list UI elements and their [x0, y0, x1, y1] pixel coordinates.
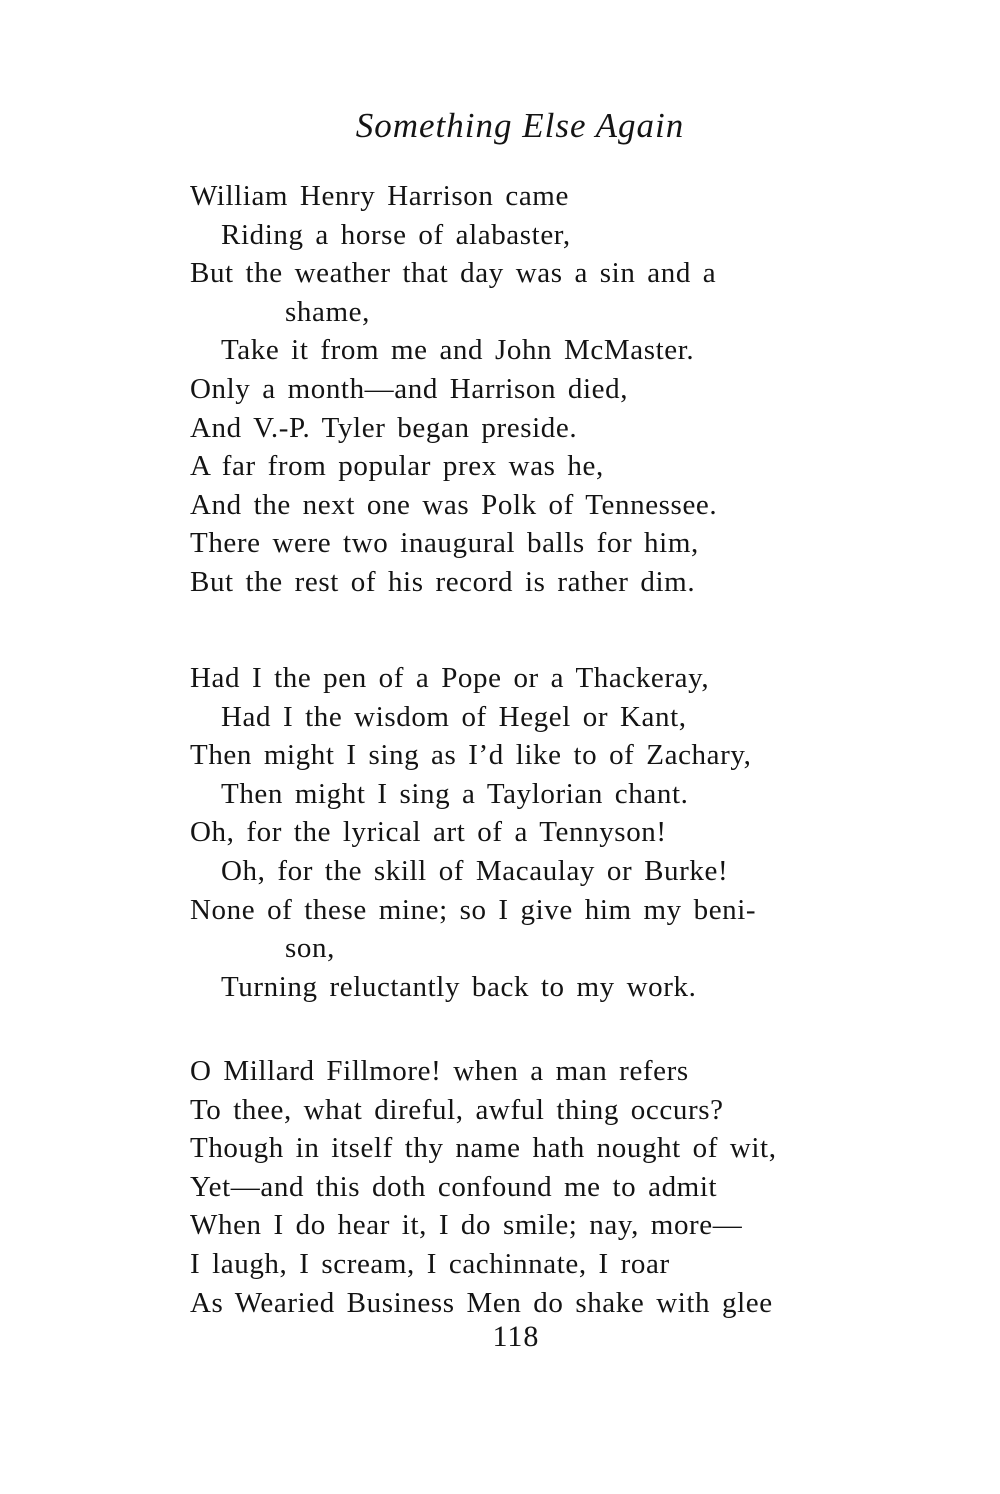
poem-line: Riding a horse of alabaster, [221, 218, 571, 251]
poem-line: There were two inaugural balls for him, [190, 527, 699, 560]
poem-line: And the next one was Polk of Tennessee. [190, 488, 718, 521]
stanza-1 [190, 177, 870, 602]
poem-line: Then might I sing as I’d like to of Zachary, [190, 739, 752, 772]
poem-line: None of these mine; so I give him my beni- [190, 893, 757, 926]
poem-line: But the rest of his record is rather dim. [190, 565, 696, 598]
poem-line: William Henry Harrison came [190, 180, 569, 212]
poem-line: Then might I sing a Taylorian chant. [221, 777, 689, 810]
poem-line: To thee, what direful, awful thing occurs? [190, 1093, 724, 1126]
poem-line: Had I the pen of a Pope or a Thackeray, [190, 662, 710, 694]
poem-line: Had I the wisdom of Hegel or Kant, [221, 700, 687, 733]
poem-line: A far from popular prex was he, [190, 450, 604, 483]
poem-line: son, [285, 932, 335, 965]
poem-line: shame, [285, 295, 370, 328]
poem-line: Oh, for the lyrical art of a Tennyson! [190, 816, 667, 849]
poem-line: As Wearied Business Men do shake with glee [190, 1286, 773, 1319]
poem-line: And V.-P. Tyler began preside. [190, 411, 578, 444]
poem-line: Only a month—and Harrison died, [190, 372, 629, 405]
poem-line: Yet—and this doth confound me to admit [190, 1170, 718, 1203]
stanza-2 [190, 659, 870, 1006]
poem-line: But the weather that day was a sin and a [190, 257, 717, 290]
running-head: Something Else Again [355, 106, 685, 145]
poem-line: Turning reluctantly back to my work. [221, 970, 697, 1003]
poem-line: When I do hear it, I do smile; nay, more— [190, 1209, 743, 1242]
poem-line: I laugh, I scream, I cachinnate, I roar [190, 1247, 670, 1280]
poem-line: Though in itself thy name hath nought of wit, [190, 1132, 777, 1165]
poem-line: O Millard Fillmore! when a man refers [190, 1055, 689, 1087]
page-number: 118 [492, 1320, 540, 1353]
poem-line: Oh, for the skill of Macaulay or Burke! [221, 854, 729, 887]
stanza-3 [190, 1052, 870, 1322]
poem-line: Take it from me and John McMaster. [221, 334, 695, 367]
